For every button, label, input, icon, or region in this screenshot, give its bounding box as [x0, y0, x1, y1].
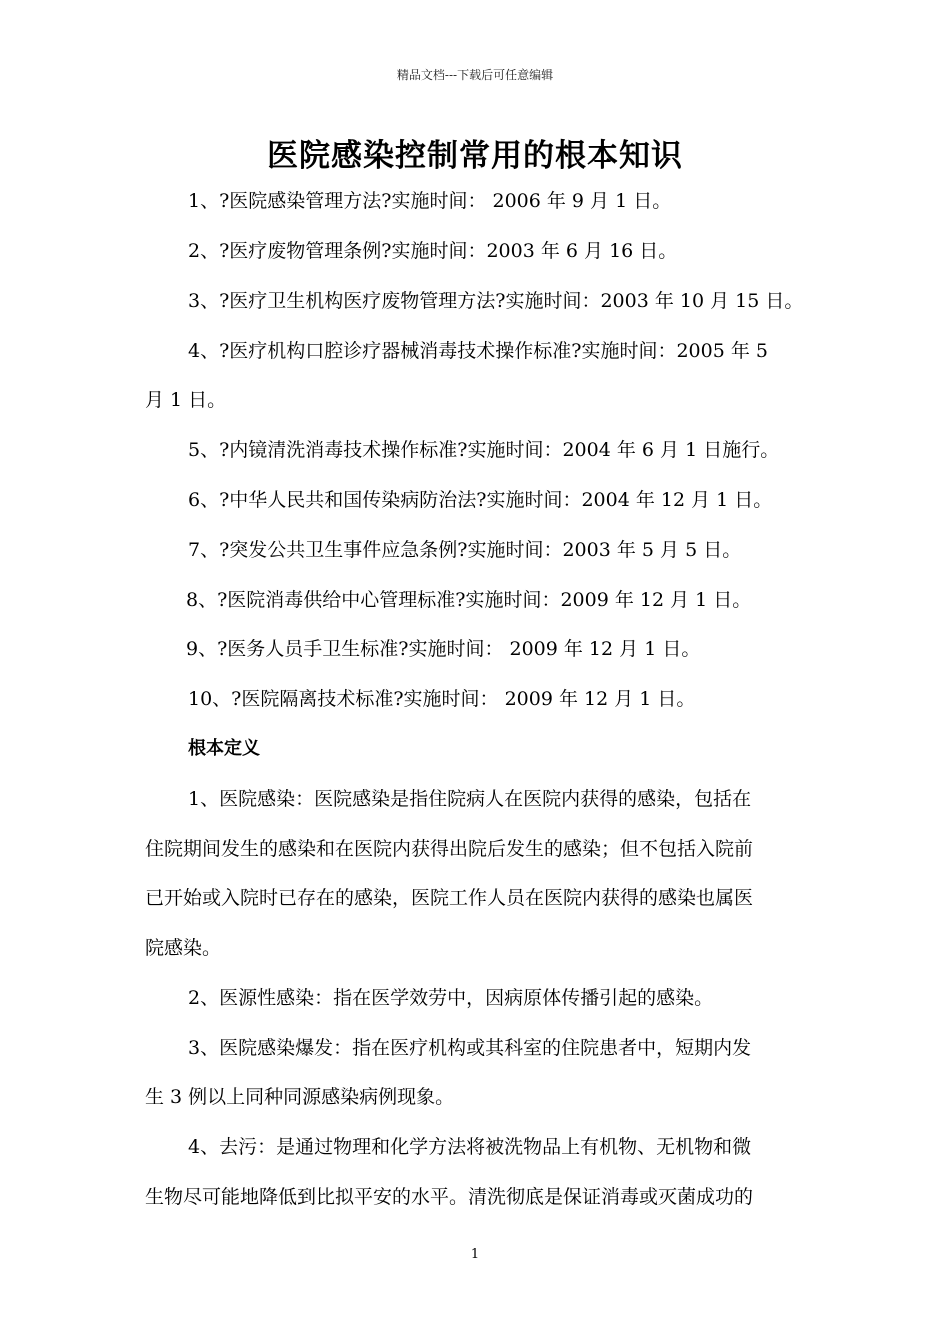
definition-line-5: 2、医源性感染：指在医学效劳中，因病原体传播引起的感染。	[188, 987, 714, 1009]
definition-line-3: 已开始或入院时已存在的感染，医院工作人员在医院内获得的感染也属医	[145, 887, 754, 909]
definition-line-1: 1、医院感染：医院感染是指住院病人在医院内获得的感染，包括在	[188, 788, 752, 810]
regulation-item-2: 2、?医疗废物管理条例?实施时间：2003 年 6 月 16 日。	[188, 240, 678, 262]
regulation-item-5: 5、?内镜清洗消毒技术操作标准?实施时间：2004 年 6 月 1 日施行。	[188, 439, 780, 461]
regulation-item-6: 6、?中华人民共和国传染病防治法?实施时间：2004 年 12 月 1 日。	[188, 489, 773, 511]
regulation-item-8: 8、?医院消毒供给中心管理标准?实施时间：2009 年 12 月 1 日。	[186, 589, 752, 611]
regulation-item-10: 10、?医院隔离技术标准?实施时间： 2009 年 12 月 1 日。	[188, 688, 696, 710]
regulation-item-4: 4、?医疗机构口腔诊疗器械消毒技术操作标准?实施时间：2005 年 5	[188, 340, 768, 362]
section-heading: 根本定义	[188, 738, 260, 759]
definition-line-2: 住院期间发生的感染和在医院内获得出院后发生的感染；但不包括入院前	[145, 838, 754, 860]
page-header: 精品文档---下载后可任意编辑	[396, 68, 554, 82]
page-number: 1	[470, 1247, 480, 1262]
regulation-item-3: 3、?医疗卫生机构医疗废物管理方法?实施时间：2003 年 10 月 15 日。	[188, 290, 804, 312]
regulation-item-9: 9、?医务人员手卫生标准?实施时间： 2009 年 12 月 1 日。	[186, 638, 701, 660]
regulation-item-4-cont: 月 1 日。	[145, 389, 227, 411]
definition-line-4: 院感染。	[145, 937, 222, 959]
document-title: 医院感染控制常用的根本知识	[267, 138, 683, 174]
regulation-item-1: 1、?医院感染管理方法?实施时间： 2006 年 9 月 1 日。	[188, 190, 672, 212]
definition-line-7: 生 3 例以上同种同源感染病例现象。	[145, 1086, 455, 1108]
regulation-item-7: 7、?突发公共卫生事件应急条例?实施时间：2003 年 5 月 5 日。	[188, 539, 742, 561]
definition-line-9: 生物尽可能地降低到比拟平安的水平。清洗彻底是保证消毒或灭菌成功的	[145, 1186, 754, 1208]
definition-line-6: 3、医院感染爆发：指在医疗机构或其科室的住院患者中，短期内发	[188, 1037, 752, 1059]
definition-line-8: 4、去污：是通过物理和化学方法将被洗物品上有机物、无机物和微	[188, 1136, 752, 1158]
